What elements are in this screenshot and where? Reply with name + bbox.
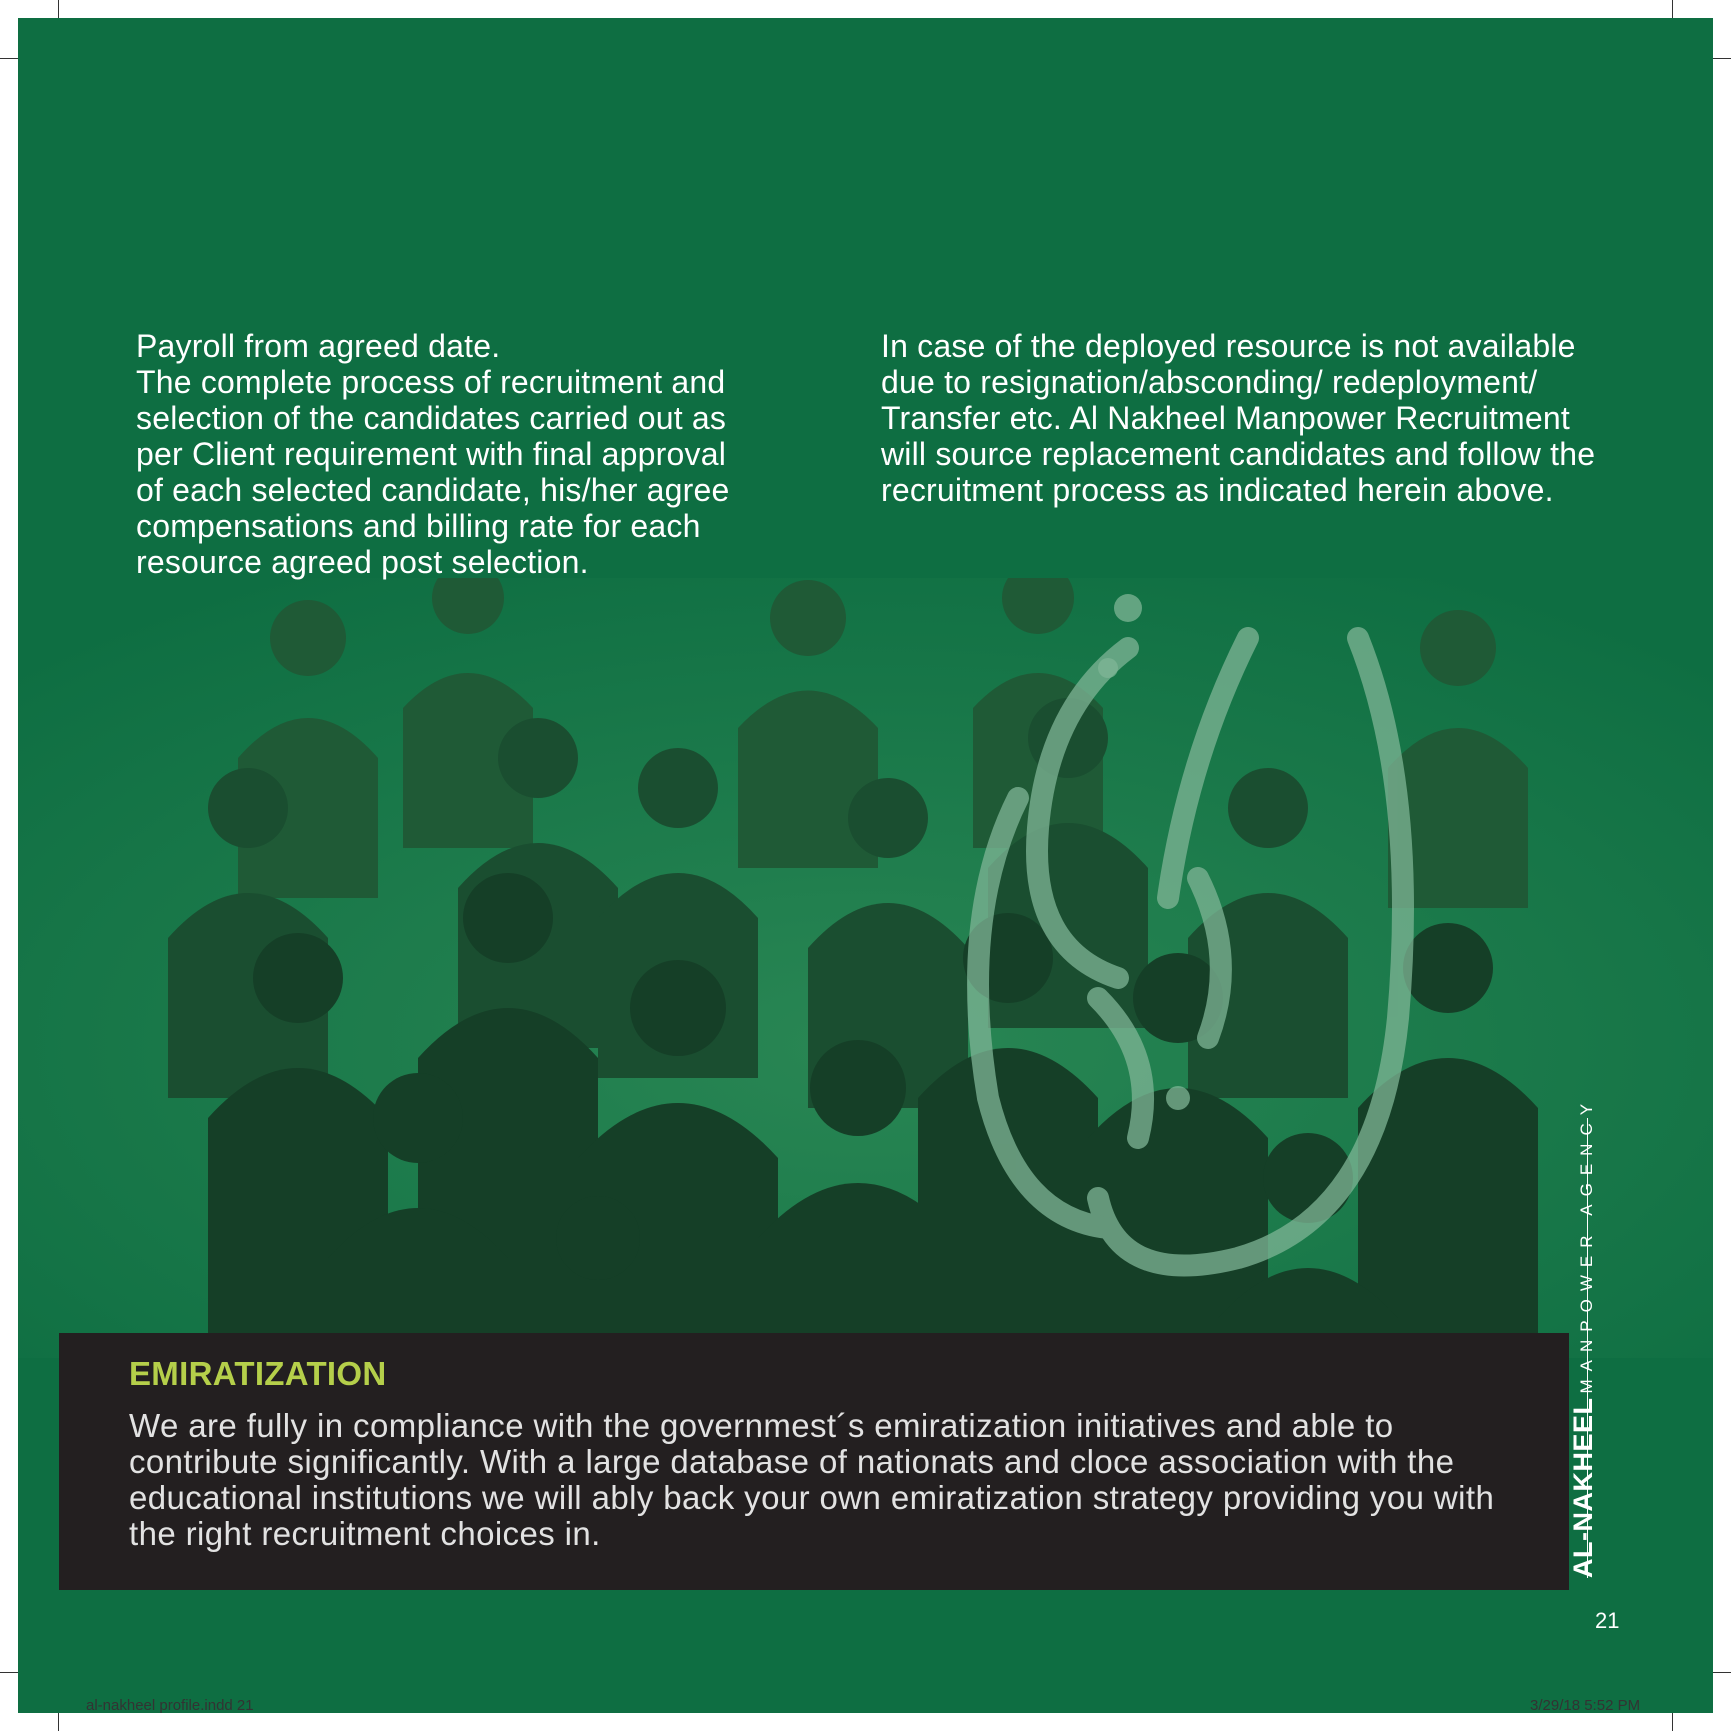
slug-file: al-nakheel profile.indd 21: [86, 1697, 254, 1714]
payroll-line: Payroll from agreed date.: [136, 328, 501, 364]
emiratization-title: EMIRATIZATION: [129, 1355, 387, 1392]
recruitment-process-paragraph: The complete process of recruitment and selection of the candidates carried out as per Client requirement with final approval of each selected candidate, his/her agree compensations and billing rate for each resource agreed post selection.: [136, 364, 730, 580]
brochure-page: [18, 18, 1713, 1713]
right-column: [881, 328, 1601, 508]
slug-timestamp: 3/29/18 5:52 PM: [1530, 1697, 1641, 1714]
emiratization-body: We are fully in compliance with the governmest´s emiratization initiatives and able to contribute significantly. With a large database of nationats and cloce association with the educational institutions we will ably back your own emiratization strategy providing you with the right recruitment choices in.: [129, 1407, 1495, 1552]
replacement-paragraph: In case of the deployed resource is not available due to resignation/absconding/ redeployment/ Transfer etc. Al Nakheel Manpower Recruitment will source replacement candidates and follow the recruitment process as indicated herein above.: [881, 328, 1596, 508]
brand-tagline: MANPOWER AGENCY: [1577, 1095, 1596, 1394]
crowd-photo: [18, 578, 1713, 1358]
brand-name: AL-NAKHEEL: [1568, 1397, 1598, 1578]
left-column: [136, 328, 756, 580]
page-number: 21: [1595, 1608, 1620, 1633]
brand-vertical: [1568, 1058, 1608, 1578]
